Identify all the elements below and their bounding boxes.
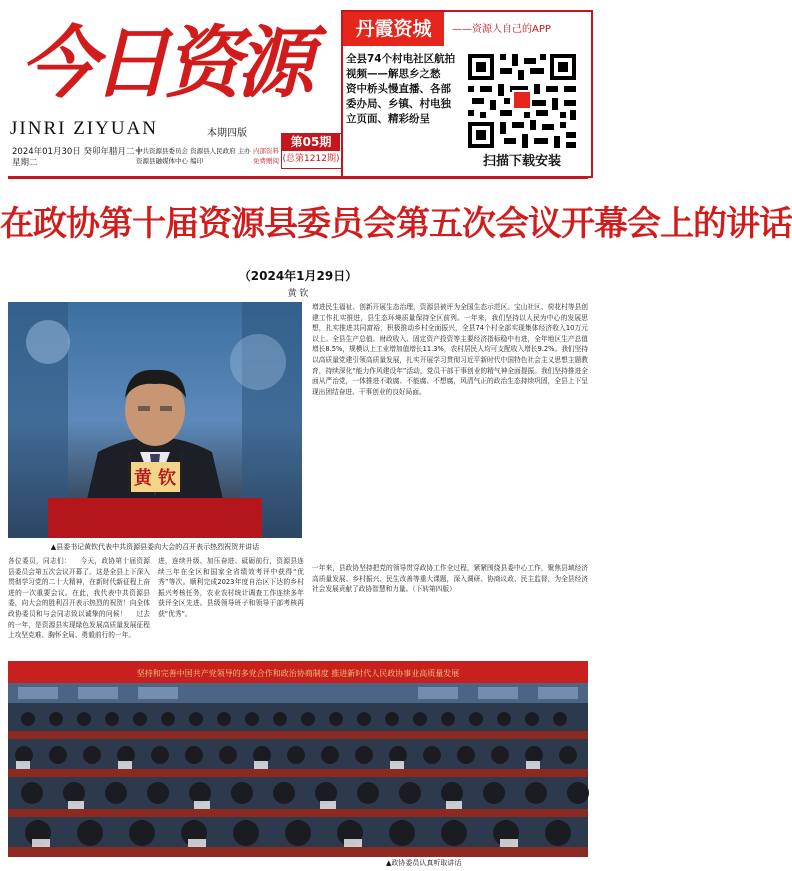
speaker-photo — [8, 302, 302, 538]
delegates-photo-caption: ▲政协委员认真听取讲话 — [386, 859, 462, 867]
article-text-right-lower-column: 一年来，县政协坚持把党的领导贯穿政协工作全过程，紧紧围绕县委中心工作，聚焦县域经济高质量发展、乡村振兴、民生改善等重大课题，深入调研、协商议政、民主监督，为全县经济社会发展贡献了政协智慧和力量。（下转第四版） — [312, 564, 588, 594]
article-author: 黄 钦 — [287, 289, 309, 299]
sponsor-info: 中共资源县委员会 资源县人民政府 主办 资源县融媒体中心 编印 — [136, 147, 251, 165]
delegates-photo — [8, 661, 588, 857]
app-description: 全县74个村电社区航拍视频——解思乡之愁 资中桥头慢直播、各部委办局、乡镇、村电独立页面、精彩纷呈 — [346, 53, 456, 125]
hall-banner-text: 坚持和完善中国共产党领导的多党合作和政治协商制度 推进新时代人民政协事业高质量发展 — [136, 669, 460, 678]
free-notice: 内部资料 免费赠阅 — [253, 147, 279, 165]
app-tagline: ——资源人自己的APP — [452, 24, 551, 35]
newspaper-pinyin: JINRI ZIYUAN — [10, 118, 159, 139]
masthead-divider — [8, 176, 588, 179]
qr-code-icon[interactable] — [464, 50, 580, 152]
app-brand: 丹霞资城 — [343, 12, 444, 46]
issue-number: 第05期 — [282, 134, 340, 151]
scan-download-label: 扫描下载安装 — [482, 154, 561, 169]
svg-text:黄 钦: 黄 钦 — [133, 468, 177, 489]
edition-label: 本期四版 — [207, 128, 247, 139]
article-text-left-column: 各位委员，同志们： 今天，政协第十届资源县委员会第五次会议开幕了。这是全县上下深入贯彻学习党的二十大精神，在新时代新征程上奋进的一次重要会议。在此，我代表中共资源县委，向大会的胜利召开表示热烈的祝贺！向全体政协委员和与会同志致以诚挚的问候！ 过去的一年，是资源县实现绿色发展高质量发展征程上攻坚克难、胸怀全局、勇毅前行的一年。 — [8, 557, 150, 640]
article-text-right-column: 增进民生福祉、创新开展生态治理，资源县被评为全国生态示范区。宝山社区、荷花村等县创建工作扎实推进，县生态环境质量保持全区前列。一年来，我们坚持以人民为中心的发展思想，扎实推进共同富裕，积极推动乡村全面振兴，全县74个村全部实现集体经济收入10万元以上。全县生产总值、财政收入、固定资产投资等主要经济指标稳中有进，全年地区生产总值增长8.5%，规模以上工业增加值增长11.3%，农村居民人均可支配收入增长9.2%。我们坚持以高质量党建引领高质量发展，扎实开展学习贯彻习近平新时代中国特色社会主义思想主题教育，持续深化“能力作风建设年”活动，党员干部干事创业的精气神全面提振。我们坚持推进全面从严治党，一体推进不敢腐、不能腐、不想腐，风清气正的政治生态持续巩固，全县上下呈现出团结奋进、干事创业的良好局面。 — [312, 303, 588, 396]
article-headline: 在政协第十届资源县委员会第五次会议开幕会上的讲话 — [0, 204, 792, 244]
issue-date: 2024年01月30日 癸卯年腊月二十 — [12, 147, 143, 157]
issue-total: (总第1212期) — [282, 154, 340, 164]
newspaper-logo: 今日资源 — [20, 18, 309, 109]
article-date-line: （2024年1月29日） — [238, 269, 358, 283]
issue-weekday: 星期二 — [12, 158, 38, 168]
article-text-middle-column: 进，连续升级、加压奋进、砥砺前行，资源县连续三年在全区和国家全省绩效考评中获得“优秀”等次。顺利完成2023年度自治区下达的乡村振兴考核任务，农业农村统计调查工作连续多年获评全区先进。县级领导班子和领导干部考核再获“优秀”。 — [158, 557, 304, 618]
speaker-photo-caption: ▲县委书记黄钦代表中共资源县委向大会的召开表示热烈祝贺并讲话 — [50, 543, 260, 551]
